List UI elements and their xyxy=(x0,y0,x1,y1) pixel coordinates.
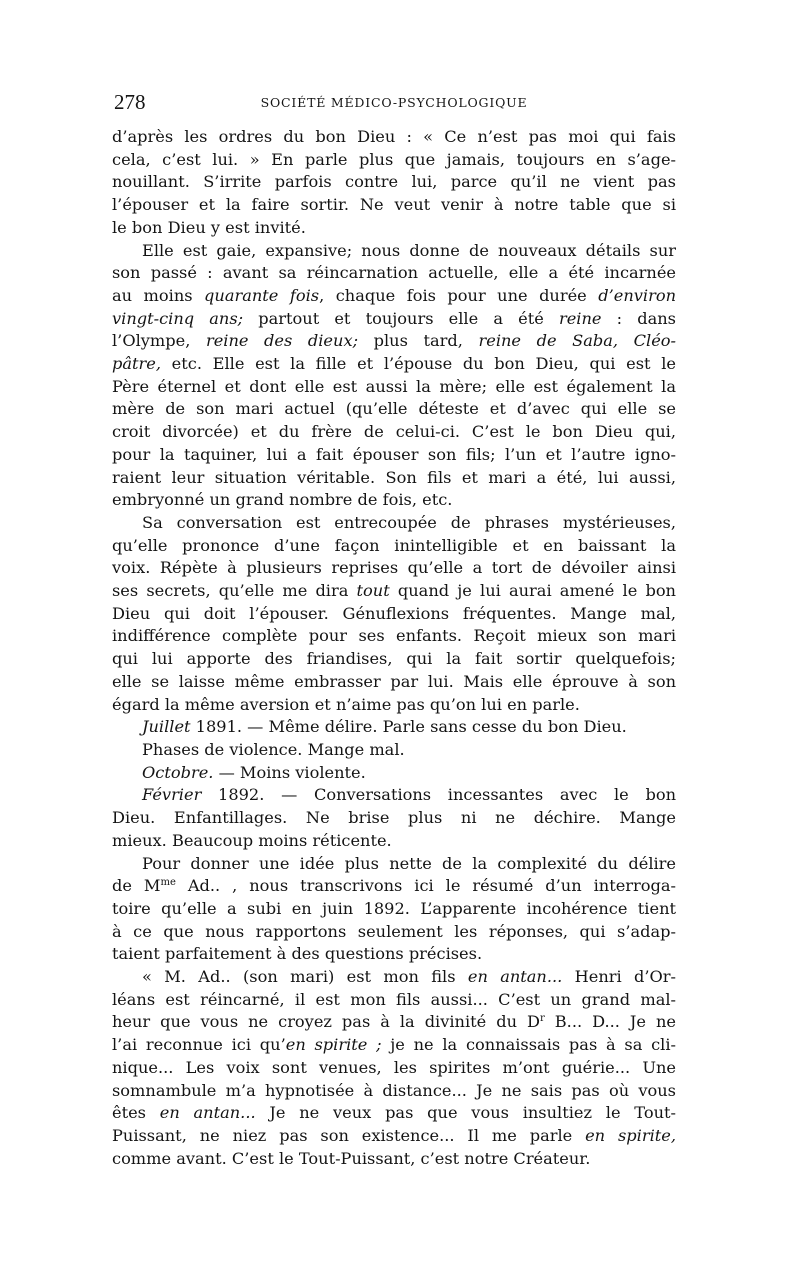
text-run: Phases de violence. Mange mal. xyxy=(142,739,405,759)
text-run: B... D... Je ne xyxy=(544,1012,676,1032)
text-run: léans est réincarné, il est mon fils aussi... C’est un grand mal- xyxy=(112,989,676,1009)
text-run: , chaque fois pour une durée xyxy=(319,285,599,305)
italic-text: en antan... xyxy=(467,967,563,987)
text-run: égard la même aversion et n’aime pas qu’on lui en parle. xyxy=(112,694,580,714)
italic-text: quarante fois xyxy=(204,285,320,305)
text-run: comme avant. C’est le Tout-Puissant, c’est notre Créateur. xyxy=(112,1148,591,1168)
text-run: Je ne veux pas que vous insultiez le Tout- xyxy=(255,1103,676,1123)
text-run: Pour donner une idée plus nette de la complexité du délire xyxy=(142,853,676,873)
text-line xyxy=(112,648,676,671)
text-run: Sa conversation est entrecoupée de phrases mystérieuses, xyxy=(142,512,676,532)
text-run: êtes xyxy=(112,1103,160,1123)
text-line xyxy=(112,966,676,989)
italic-text: reine des dieux; xyxy=(205,331,359,351)
italic-text: reine de Saba, Cléo- xyxy=(478,331,676,351)
text-line xyxy=(112,1080,676,1103)
text-line xyxy=(112,1011,676,1034)
text-run: Ad.. , nous transcrivons ici le résumé d’un interroga- xyxy=(175,876,677,896)
text-line xyxy=(112,853,676,876)
text-run: Henri d’Or- xyxy=(562,967,676,987)
text-run: heur que vous ne croyez pas à la divinité du D xyxy=(112,1012,540,1032)
text-run: au moins xyxy=(112,285,205,305)
text-line xyxy=(112,716,676,739)
text-line xyxy=(112,671,676,694)
italic-text: d’environ xyxy=(598,285,676,305)
text-run: le bon Dieu y est invité. xyxy=(112,217,306,237)
text-run: croit divorcée) et du frère de celui-ci. C’est le bon Dieu qui, xyxy=(112,422,676,442)
superscript-text: r xyxy=(540,1013,545,1025)
text-line xyxy=(112,830,676,853)
text-run: 1891. — Même délire. Parle sans cesse du bon Dieu. xyxy=(190,717,627,737)
text-line xyxy=(112,762,676,785)
text-run: : dans xyxy=(601,308,676,328)
text-line xyxy=(112,807,676,830)
text-line xyxy=(112,512,676,535)
text-run: à ce que nous rapportons seulement les réponses, qui s’adap- xyxy=(112,921,676,941)
running-title: SOCIÉTÉ MÉDICO-PSYCHOLOGIQUE xyxy=(260,95,528,110)
text-run: quand je lui aurai amené le bon xyxy=(389,581,676,601)
text-line xyxy=(112,376,676,399)
superscript-text: me xyxy=(160,877,176,889)
text-line xyxy=(112,149,676,172)
text-line xyxy=(112,217,676,240)
text-line xyxy=(112,1148,676,1171)
text-run: son passé : avant sa réincarnation actuelle, elle a été incarnée xyxy=(112,263,676,283)
text-line xyxy=(112,194,676,217)
text-line xyxy=(112,126,676,149)
text-run: qui lui apporte des friandises, qui la fait sortir quelquefois; xyxy=(112,649,676,669)
text-line xyxy=(112,285,676,308)
italic-text: vingt-cinq ans; xyxy=(112,308,244,328)
italic-text: pâtre, xyxy=(112,354,161,374)
text-line xyxy=(112,262,676,285)
text-run: embryonné un grand nombre de fois, etc. xyxy=(112,490,453,510)
text-line xyxy=(112,171,676,194)
text-run: somnambule m’a hypnotisée à distance... Je ne sais pas où vous xyxy=(112,1080,676,1100)
text-line xyxy=(112,1102,676,1125)
text-run: d’après les ordres du bon Dieu : « Ce n’est pas moi qui fais xyxy=(112,127,676,146)
text-line xyxy=(112,535,676,558)
text-run: etc. Elle est la fille et l’épouse du bon Dieu, qui est le xyxy=(160,354,676,374)
italic-text: Juillet xyxy=(142,717,191,737)
text-run: indifférence complète pour ses enfants. Reçoit mieux son mari xyxy=(112,626,676,646)
text-line xyxy=(112,421,676,444)
text-run: Dieu. Enfantillages. Ne brise plus ni ne déchire. Mange xyxy=(112,808,676,828)
italic-text: tout xyxy=(356,581,390,601)
text-run: partout et toujours elle a été xyxy=(243,308,559,328)
text-line xyxy=(112,398,676,421)
text-run: — Moins violente. xyxy=(213,762,366,782)
text-run: 1892. — Conversations incessantes avec le bon xyxy=(201,785,676,805)
text-line xyxy=(112,694,676,717)
italic-text: Février xyxy=(142,785,202,805)
text-run: toire qu’elle a subi en juin 1892. L’apparente incohérence tient xyxy=(112,898,676,918)
text-line xyxy=(112,353,676,376)
text-line xyxy=(112,784,676,807)
text-run: nique... Les voix sont venues, les spirites m’ont guérie... Une xyxy=(112,1057,676,1077)
text-line xyxy=(112,875,676,898)
text-run: qu’elle prononce d’une façon inintelligible et en baissant la xyxy=(112,535,676,555)
text-line xyxy=(112,1057,676,1080)
text-run: mère de son mari actuel (qu’elle déteste et d’avec qui elle se xyxy=(112,399,676,419)
text-line xyxy=(112,739,676,762)
text-line xyxy=(112,1034,676,1057)
text-line xyxy=(112,557,676,580)
text-run: pour la taquiner, lui a fait épouser son fils; l’un et l’autre igno- xyxy=(112,444,676,464)
italic-text: Octobre. xyxy=(142,762,214,782)
text-line xyxy=(112,467,676,490)
text-run: nouillant. S’irrite parfois contre lui, parce qu’il ne vient pas xyxy=(112,172,676,192)
text-run: l’Olympe, xyxy=(112,331,206,351)
text-run: Elle est gaie, expansive; nous donne de nouveaux détails sur xyxy=(142,240,676,260)
text-run: mieux. Beaucoup moins réticente. xyxy=(112,830,392,850)
page-header xyxy=(114,90,674,120)
text-run: ses secrets, qu’elle me dira xyxy=(112,581,357,601)
page-number: 278 xyxy=(114,90,146,114)
text-run: cela, c’est lui. » En parle plus que jamais, toujours en s’age- xyxy=(112,149,676,169)
text-run: Dieu qui doit l’épouser. Génuflexions fréquentes. Mange mal, xyxy=(112,603,676,623)
text-line xyxy=(112,330,676,353)
text-line xyxy=(112,943,676,966)
text-run: l’épouser et la faire sortir. Ne veut venir à notre table que si xyxy=(112,195,676,215)
text-line xyxy=(112,308,676,331)
italic-text: en antan... xyxy=(159,1103,256,1123)
text-line xyxy=(112,580,676,603)
text-line xyxy=(112,625,676,648)
italic-text: en spirite ; xyxy=(285,1035,382,1055)
italic-text: en spirite, xyxy=(585,1125,676,1145)
text-run: Puissant, ne niez pas son existence... Il me parle xyxy=(112,1125,586,1145)
body-text xyxy=(112,126,676,1170)
text-line xyxy=(112,444,676,467)
text-run: elle se laisse même embrasser par lui. Mais elle éprouve à son xyxy=(112,671,676,691)
text-run: l’ai reconnue ici qu’ xyxy=(112,1035,286,1055)
text-line xyxy=(112,898,676,921)
text-run: « M. Ad.. (son mari) est mon fils xyxy=(142,967,468,987)
text-run: raient leur situation véritable. Son fils et mari a été, lui aussi, xyxy=(112,467,676,487)
text-run: plus tard, xyxy=(358,331,479,351)
text-line xyxy=(112,989,676,1012)
text-line xyxy=(112,489,676,512)
text-run: Père éternel et dont elle est aussi la mère; elle est également la xyxy=(112,376,676,396)
text-line xyxy=(112,240,676,263)
text-run: taient parfaitement à des questions précises. xyxy=(112,944,483,964)
text-run: de M xyxy=(112,876,161,896)
text-run: voix. Répète à plusieurs reprises qu’elle a tort de dévoiler ainsi xyxy=(112,558,676,578)
text-line xyxy=(112,921,676,944)
italic-text: reine xyxy=(558,308,602,328)
text-run: je ne la connaissais pas à sa cli- xyxy=(381,1035,676,1055)
text-line xyxy=(112,1125,676,1148)
text-line xyxy=(112,603,676,626)
